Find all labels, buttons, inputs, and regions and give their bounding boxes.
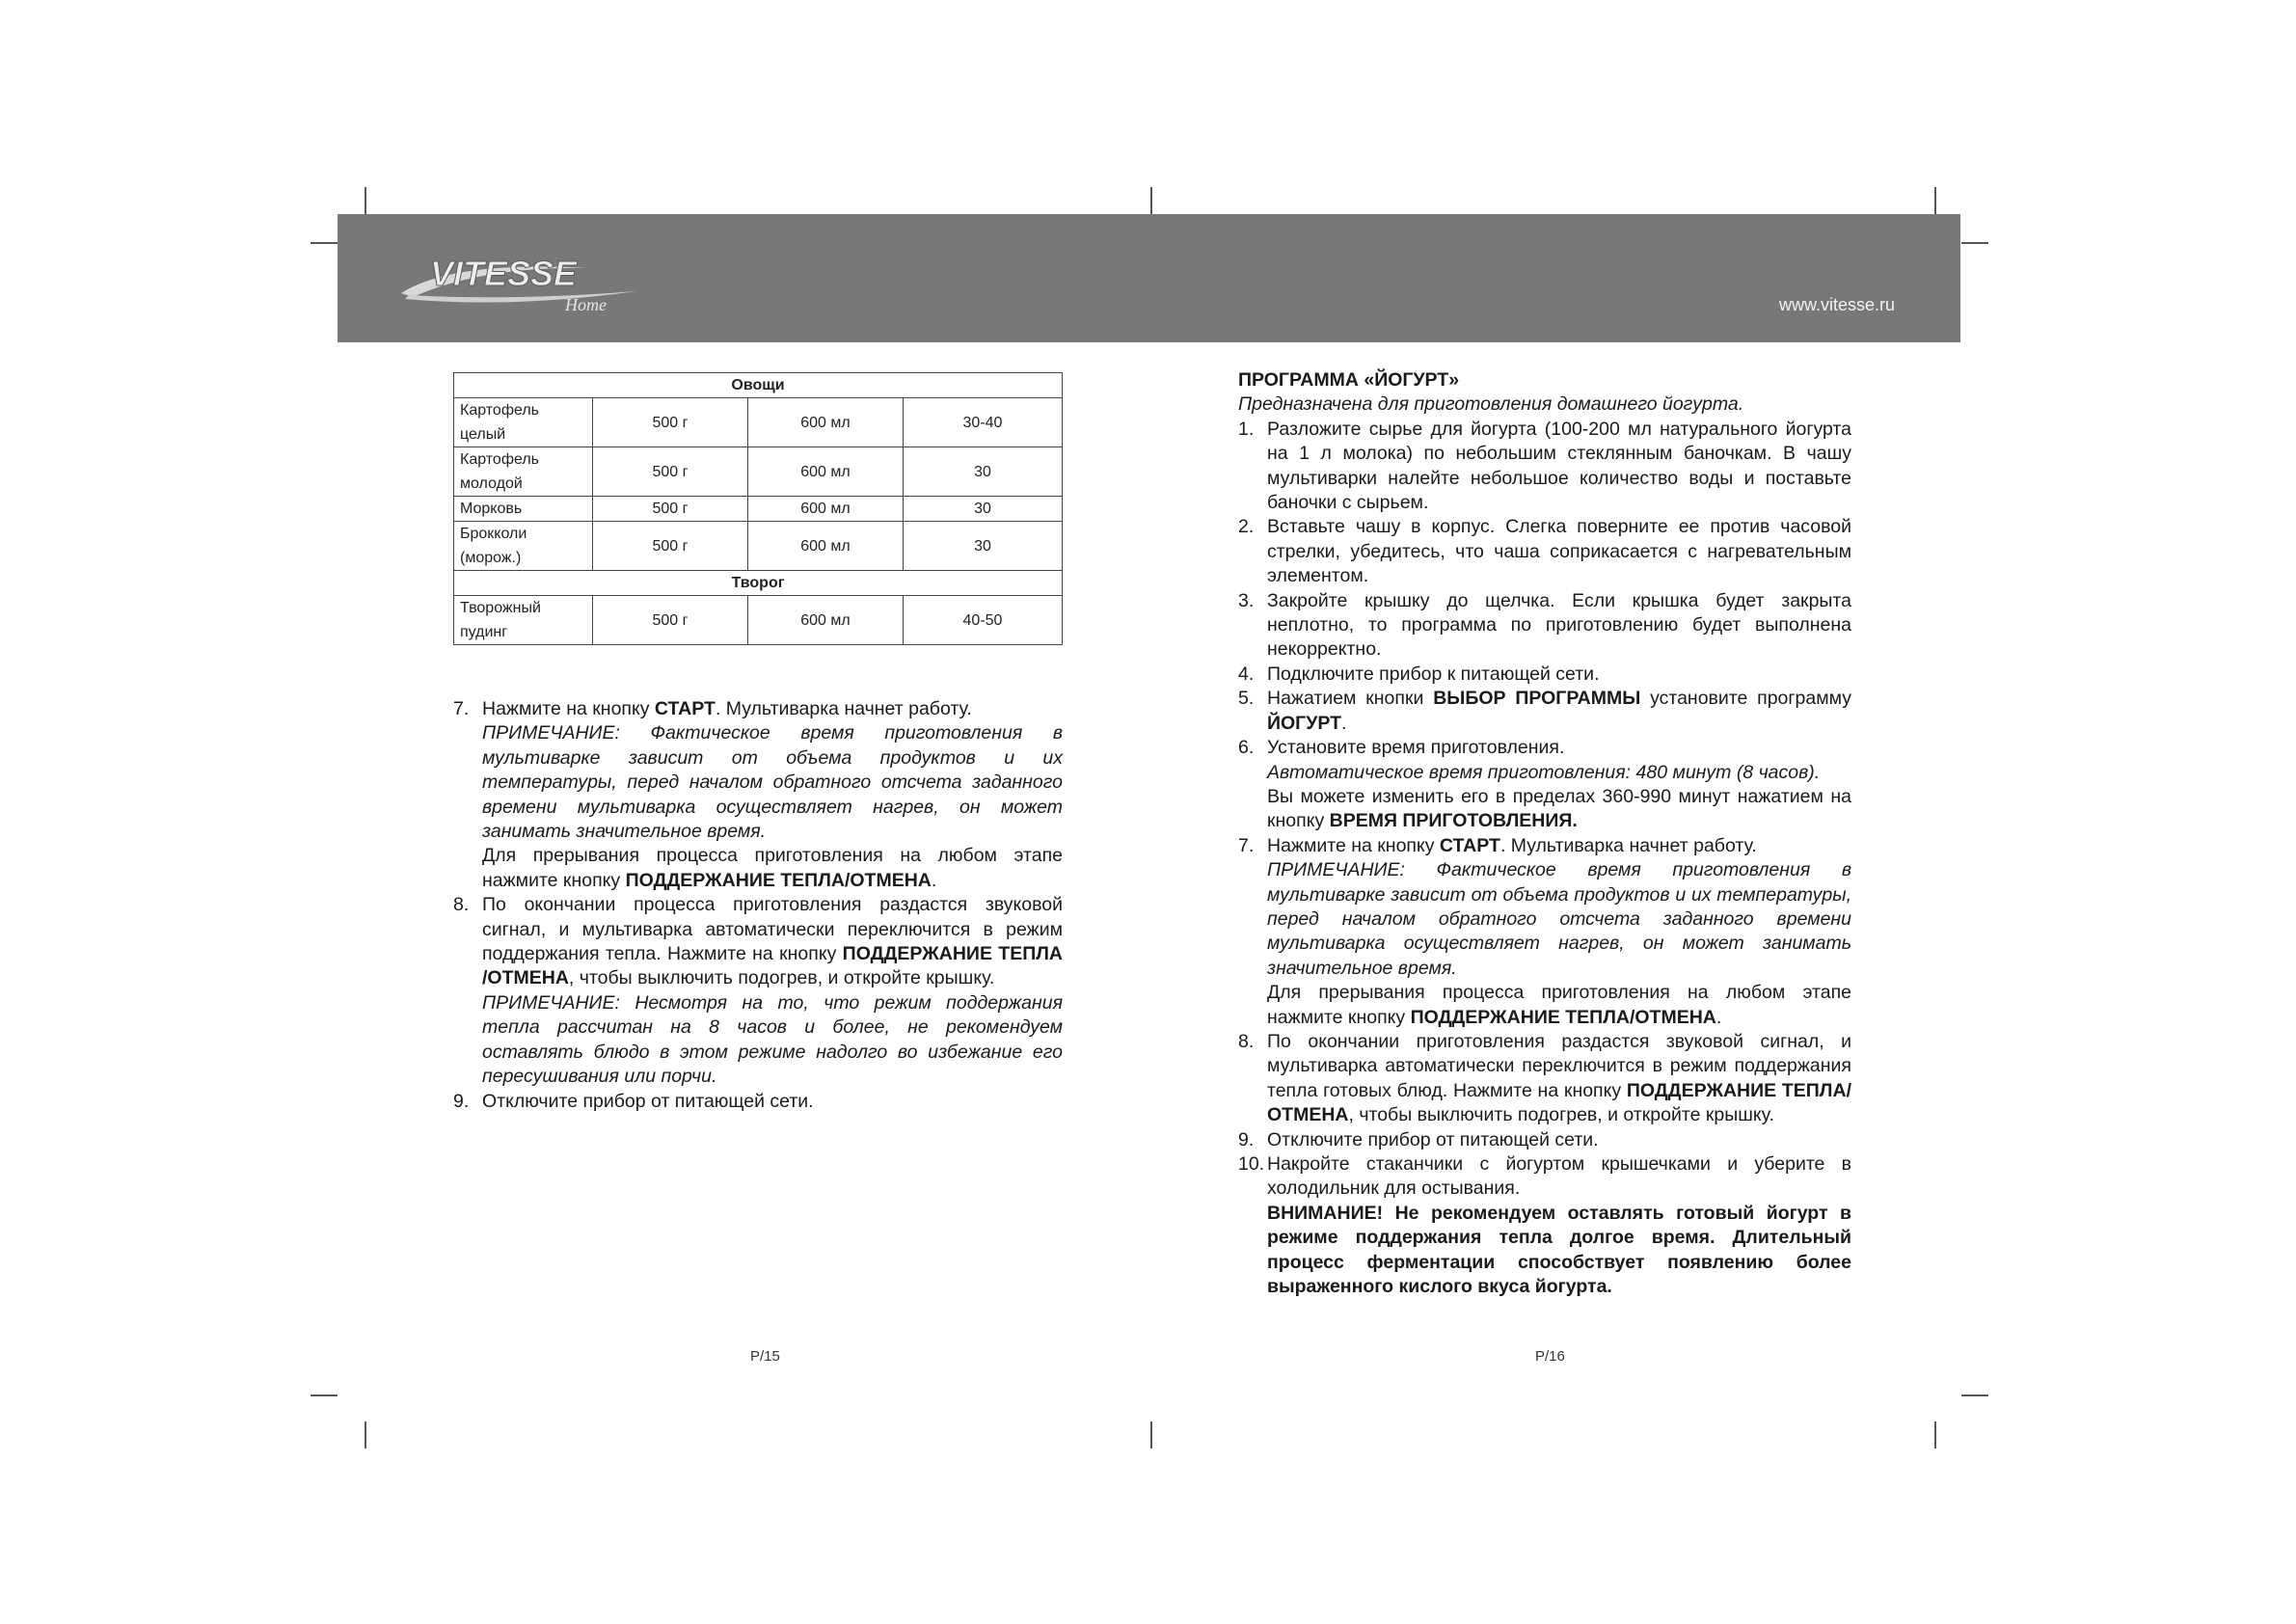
website-url: www.vitesse.ru [1778,295,1895,314]
table-cell: 30 [904,447,1063,497]
table-cell: 500 г [593,497,748,522]
crop-mark [365,1421,366,1448]
item-text: Нажмите на кнопку СТАРТ. Мультиварка начнет работу. [482,698,972,719]
table-cell: Морковь [454,497,593,522]
table-cell: 600 мл [748,447,904,497]
item-number: 6. [1238,737,1255,759]
crop-mark [365,187,366,214]
list-item [1238,1152,1851,1299]
table-cell: Брокколи (морож.) [454,522,593,571]
item-note: ПРИМЕЧАНИЕ: Несмотря на то, что режим поддержания тепла рассчитан на 8 часов и более, не рекомендуем оставлять блюдо в этом режиме надолго во избежание его пересушивания или порчи. [482,991,1063,1088]
left-page [453,368,1063,1114]
section-title: ПРОГРАММА «ЙОГУРТ» [1238,369,1460,391]
item-note: ПРИМЕЧАНИЕ: Фактическое время приготовления в мультиварке зависит от объема продуктов и их температуры, перед началом обратного отсчета заданного времени мультиварка осуществляет нагрев, он может занимать значительное время. [1267,859,1851,979]
crop-mark [1150,1421,1152,1448]
svg-text:VITESSE: VITESSE [430,254,578,293]
crop-mark [1934,1421,1936,1448]
table-cell: 600 мл [748,522,904,571]
item-number: 4. [1238,663,1255,685]
table-cell: 500 г [593,522,748,571]
item-number: 7. [1238,834,1255,856]
item-number: 10. [1238,1153,1265,1175]
left-instructions [453,697,1063,1114]
warning-text: ВНИМАНИЕ! Не рекомендуем оставлять готовый йогурт в режиме поддержания тепла долгое время. Длительный процесс ферментации способствует появлению более выраженного кислого вкуса йогурта. [1267,1202,1851,1298]
item-number: 1. [1238,418,1255,440]
section-cottage-cheese: Творог [454,571,1063,596]
item-text: По окончании приготовления раздастся звуковой сигнал, и мультиварка автоматически переключится в режим поддержания тепла готовых блюд. Нажмите на кнопку ПОДДЕРЖАНИЕ ТЕПЛА/ОТМЕНА, чтобы выключить подогрев, и откройте крышку. [1267,1030,1851,1126]
table-cell: 600 мл [748,596,904,645]
item-text: Для прерывания процесса приготовления на любом этапе нажмите кнопку ПОДДЕРЖАНИЕ ТЕПЛА/ОТМЕНА. [482,845,1063,891]
list-item [1238,418,1851,516]
vitesse-logo [395,241,646,318]
table-cell: 500 г [593,447,748,497]
table-cell: Картофель целый [454,398,593,447]
crop-mark [1961,1394,1988,1396]
list-item [1238,1030,1851,1128]
item-text: Вы можете изменить его в пределах 360-990 минут нажатием на кнопку ВРЕМЯ ПРИГОТОВЛЕНИЯ. [1267,785,1851,832]
list-item [453,697,1063,893]
item-text: Подключите прибор к питающей сети. [1267,663,1600,685]
item-number: 9. [453,1090,470,1112]
page-number: P/15 [750,1348,780,1365]
table-cell: 30 [904,497,1063,522]
list-item [1238,663,1851,687]
item-note: Автоматическое время приготовления: 480 минут (8 часов). [1267,761,1821,783]
crop-mark [1934,187,1936,214]
item-text: Установите время приготовления. [1267,737,1565,759]
table-cell: Творожный пудинг [454,596,593,645]
item-text: Отключите прибор от питающей сети. [482,1090,814,1112]
crop-mark [311,242,338,244]
table-cell: 30-40 [904,398,1063,447]
list-item [1238,589,1851,663]
table-row [454,497,1063,522]
list-item [1238,687,1851,736]
right-page [1238,368,1851,1299]
item-text: Закройте крышку до щелчка. Если крышка будет закрыта неплотно, то программа по приготовлению будет выполнена некорректно. [1267,589,1851,661]
table-cell: 600 мл [748,497,904,522]
item-number: 3. [1238,589,1255,611]
item-text: Нажмите на кнопку СТАРТ. Мультиварка начнет работу. [1267,834,1757,856]
table-section-row [454,373,1063,398]
crop-mark [1150,187,1152,214]
table-row [454,398,1063,447]
list-item [1238,1128,1851,1152]
list-item [1238,515,1851,588]
item-text: Разложите сырье для йогурта (100-200 мл натурального йогурта на 1 л молока) по небольшим стеклянным баночкам. В чашу мультиварки налейте небольшое количество воды и поставьте баночки с сырьем. [1267,418,1851,514]
table-row [454,596,1063,645]
item-text: Для прерывания процесса приготовления на любом этапе нажмите кнопку ПОДДЕРЖАНИЕ ТЕПЛА/ОТМЕНА. [1267,982,1851,1028]
table-row [454,447,1063,497]
list-item [1238,736,1851,834]
list-item [1238,834,1851,1030]
table-cell: 500 г [593,596,748,645]
section-subtitle: Предназначена для приготовления домашнего йогурта. [1238,393,1744,416]
item-number: 9. [1238,1128,1255,1150]
list-item [453,1090,1063,1114]
item-number: 5. [1238,688,1255,710]
list-item [453,893,1063,1089]
item-text: Нажатием кнопки ВЫБОР ПРОГРАММЫ установите программу ЙОГУРТ. [1267,688,1851,734]
item-number: 8. [453,894,470,916]
table-cell: 40-50 [904,596,1063,645]
section-vegetables: Овощи [454,373,1063,398]
svg-text:Home: Home [565,295,607,314]
table-cell: 30 [904,522,1063,571]
item-note: ПРИМЕЧАНИЕ: Фактическое время приготовления в мультиварке зависит от объема продуктов и их температуры, перед началом обратного отсчета заданного времени мультиварка осуществляет нагрев, он может занимать значительное время. [482,722,1063,843]
item-number: 8. [1238,1030,1255,1052]
crop-mark [311,1394,338,1396]
item-text: Отключите прибор от питающей сети. [1267,1128,1599,1150]
crop-mark [1961,242,1988,244]
item-number: 7. [453,698,470,719]
item-text: Вставьте чашу в корпус. Слегка поверните ее против часовой стрелки, убедитесь, что чаша соприкасается с нагревательным элементом. [1267,516,1851,587]
table-row [454,522,1063,571]
table-cell: Картофель молодой [454,447,593,497]
item-text: Накройте стаканчики с йогуртом крышечками и уберите в холодильник для остывания. [1267,1153,1851,1200]
page-number: P/16 [1535,1348,1565,1365]
table-section-row [454,571,1063,596]
cooking-table [453,372,1063,645]
item-number: 2. [1238,516,1255,538]
header-band [338,214,1960,342]
item-text: По окончании процесса приготовления раздастся звуковой сигнал, и мультиварка автоматически переключится в режим поддержания тепла. Нажмите на кнопку ПОДДЕРЖАНИЕ ТЕПЛА /ОТМЕНА, чтобы выключить подогрев, и откройте крышку. [482,894,1063,989]
table-cell: 600 мл [748,398,904,447]
table-cell: 500 г [593,398,748,447]
